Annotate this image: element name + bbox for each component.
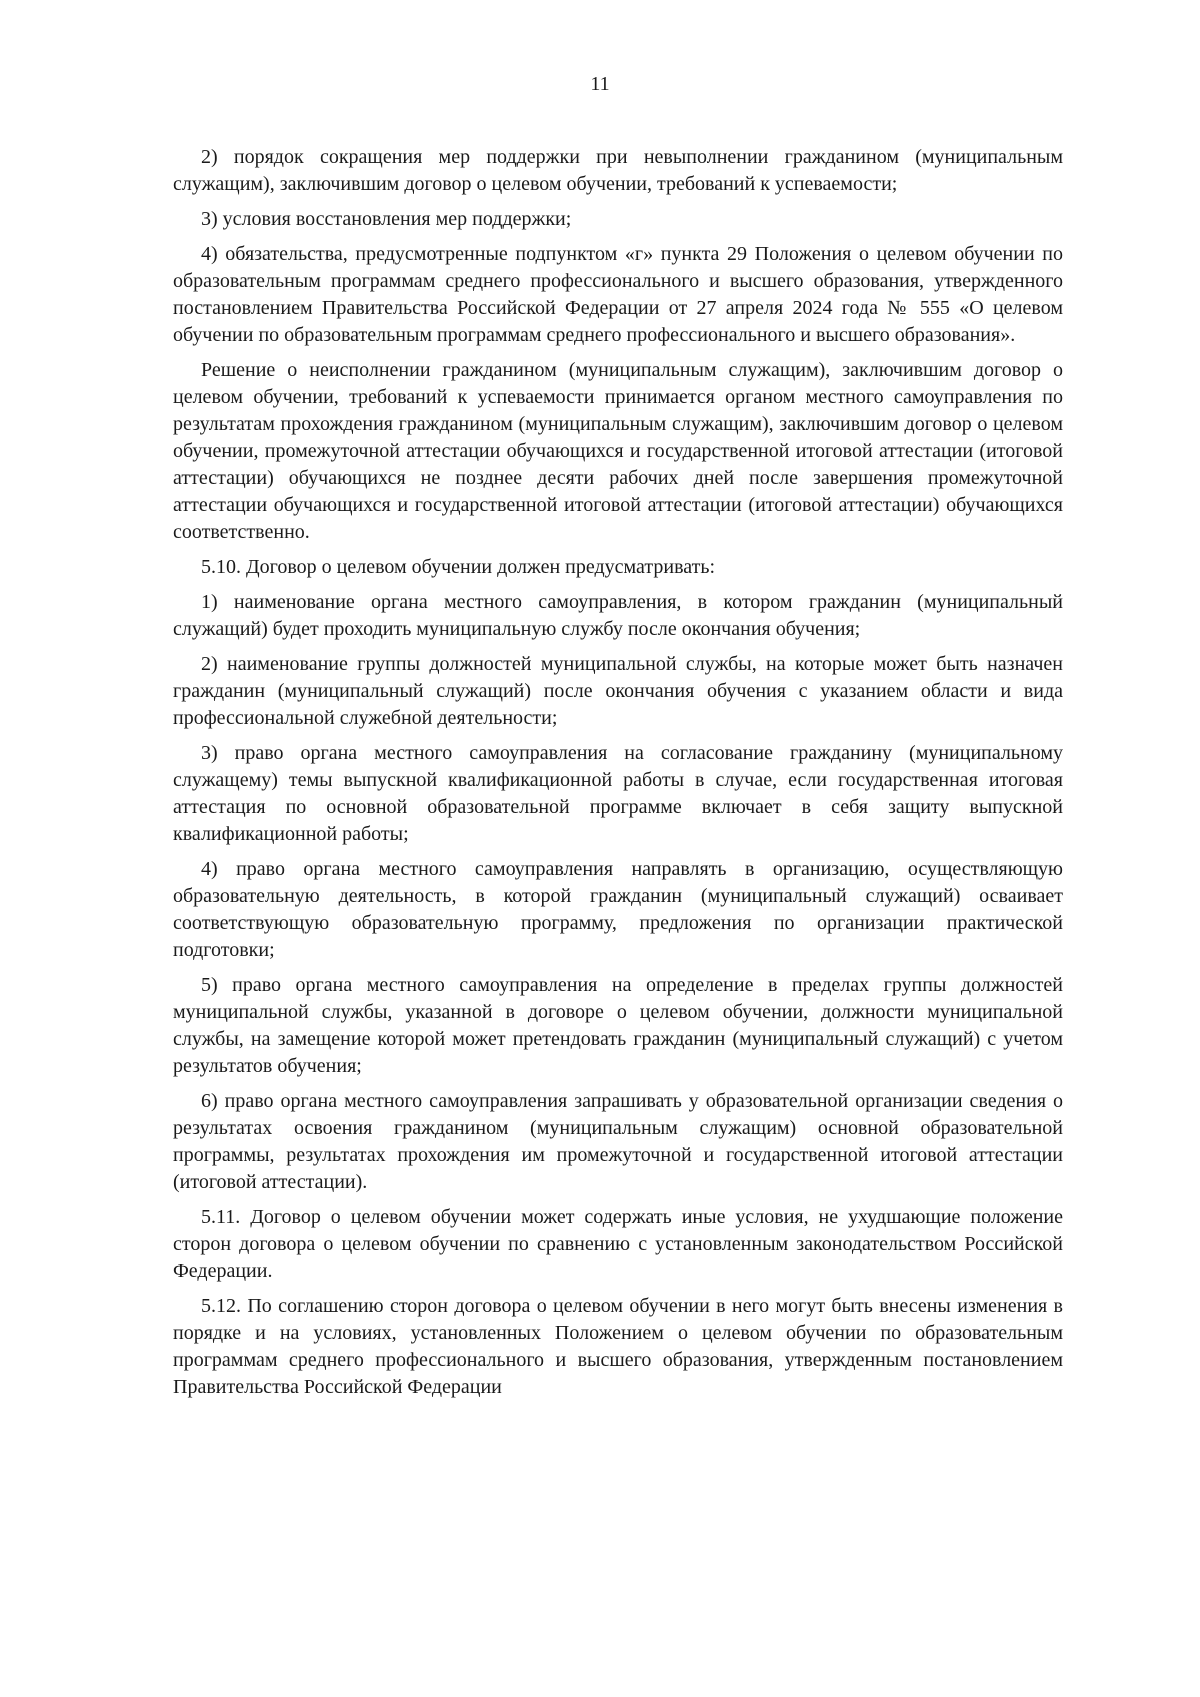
paragraph-5-10-item-1: 1) наименование органа местного самоуправления, в котором гражданин (муниципальный служащий) будет проходить муниципальную службу после окончания обучения; [173, 591, 1063, 640]
page-number: 11 [590, 73, 610, 95]
paragraph-5-10-item-6: 6) право органа местного самоуправления запрашивать у образовательной организации сведения о результатах освоения гражданином (муниципальным служащим) основной образовательной программы, результатах прохождения им промежуточной и государственной итоговой аттестации (итоговой аттестации). [173, 1090, 1063, 1193]
paragraph-item-4-obligations: 4) обязательства, предусмотренные подпунктом «г» пункта 29 Положения о целевом обучении по образовательным программам среднего профессионального и высшего образования, утвержденного постановлением Правительства Российской Федерации от 27 апреля 2024 года № 555 «О целевом обучении по образовательным программам среднего профессионального и высшего образования». [173, 243, 1063, 346]
paragraph-5-10-item-4: 4) право органа местного самоуправления направлять в организацию, осуществляющую образовательную деятельность, в которой гражданин (муниципальный служащий) осваивает соответствующую образовательную программу, предложения по организации практической подготовки; [173, 858, 1063, 961]
paragraph-item-2-support-reduction: 2) порядок сокращения мер поддержки при невыполнении гражданином (муниципальным служащим), заключившим договор о целевом обучении, требований к успеваемости; [173, 146, 1063, 195]
paragraph-5-11: 5.11. Договор о целевом обучении может содержать иные условия, не ухудшающие положение сторон договора о целевом обучении по сравнению с установленным законодательством Российской Федерации. [173, 1206, 1063, 1282]
paragraph-5-10-heading: 5.10. Договор о целевом обучении должен предусматривать: [201, 556, 716, 578]
document-body [173, 144, 1063, 1401]
paragraph-5-10-item-2: 2) наименование группы должностей муниципальной службы, на которые может быть назначен гражданин (муниципальный служащий) после окончания обучения с указанием области и вида профессиональной служебной деятельности; [173, 653, 1063, 729]
paragraph-decision-non-fulfillment: Решение о неисполнении гражданином (муниципальным служащим), заключившим договор о целевом обучении, требований к успеваемости принимается органом местного самоуправления по результатам прохождения гражданином (муниципальным служащим), заключившим договор о целевом обучении, промежуточной аттестации обучающихся и государственной итоговой аттестации (итоговой аттестации) обучающихся не позднее десяти рабочих дней после завершения промежуточной аттестации обучающихся и государственной итоговой аттестации (итоговой аттестации) обучающихся соответственно. [173, 359, 1063, 543]
paragraph-item-3-support-restoration: 3) условия восстановления мер поддержки; [201, 208, 572, 230]
paragraph-5-10-item-3: 3) право органа местного самоуправления на согласование гражданину (муниципальному служащему) темы выпускной квалификационной работы в случае, если государственная итоговая аттестация по основной образовательной программе включает в себя защиту выпускной квалификационной работы; [173, 742, 1063, 845]
paragraph-5-12: 5.12. По соглашению сторон договора о целевом обучении в него могут быть внесены изменения в порядке и на условиях, установленных Положением о целевом обучении по образовательным программам среднего профессионального и высшего образования, утвержденным постановлением Правительства Российской Федерации [173, 1295, 1063, 1398]
paragraph-5-10-item-5: 5) право органа местного самоуправления на определение в пределах группы должностей муниципальной службы, указанной в договоре о целевом обучении, должности муниципальной службы, на замещение которой может претендовать гражданин (муниципальный служащий) с учетом результатов обучения; [173, 974, 1063, 1077]
